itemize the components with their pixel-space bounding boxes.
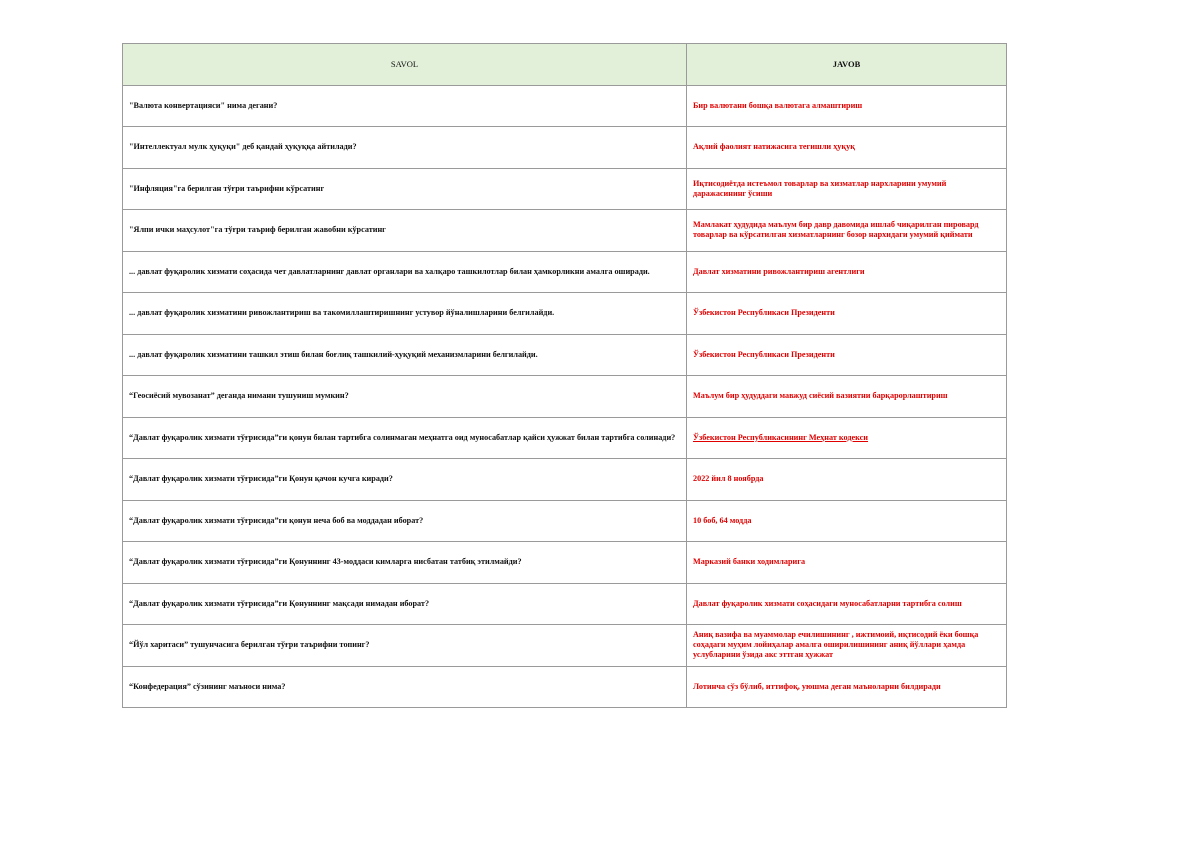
- table-row: [123, 417, 1007, 459]
- table-row: [123, 542, 1007, 584]
- question-cell[interactable]: "Ялпи ички маҳсулот"га тўғри таъриф берилган жавобни кўрсатинг: [123, 210, 687, 252]
- question-cell[interactable]: "Инфляция"га берилган тўғри таърифни кўрсатинг: [123, 168, 687, 210]
- question-cell[interactable]: ... давлат фуқаролик хизмати соҳасида чет давлатларнинг давлат органлари ва халқаро ташкилотлар билан ҳамкорликни амалга оширади.: [123, 251, 687, 293]
- table-row: [123, 666, 1007, 708]
- table-row: [123, 251, 1007, 293]
- answer-text: Ўзбекистон Республикасининг Меҳнат кодекси: [693, 432, 869, 442]
- table-row: [123, 500, 1007, 542]
- answer-cell[interactable]: Маълум бир ҳудуддаги мавжуд сиёсий вазиятни барқарорлаштириш: [687, 376, 1007, 418]
- answer-cell[interactable]: Ўзбекистон Республикаси Президенти: [687, 334, 1007, 376]
- answer-cell[interactable]: 2022 йил 8 ноябрда: [687, 459, 1007, 501]
- answer-cell[interactable]: Лотинча сўз бўлиб, иттифоқ, уюшма деган маъноларни билдиради: [687, 666, 1007, 708]
- table-header-row: [123, 44, 1007, 86]
- answer-cell[interactable]: 10 боб, 64 модда: [687, 500, 1007, 542]
- table-row: [123, 85, 1007, 127]
- answer-column-header: JAVOB: [687, 44, 1007, 86]
- question-cell[interactable]: ... давлат фуқаролик хизматини ташкил этиш билан боғлиқ ташкилий-ҳуқуқий механизмларини белгилайди.: [123, 334, 687, 376]
- table-row: [123, 334, 1007, 376]
- table-row: [123, 168, 1007, 210]
- question-cell[interactable]: ... давлат фуқаролик хизматини ривожлантириш ва такомиллаштиришнинг устувор йўналишларини белгилайди.: [123, 293, 687, 335]
- table-row: [123, 210, 1007, 252]
- answer-cell[interactable]: Ақлий фаолият натижасига тегишли ҳуқуқ: [687, 127, 1007, 169]
- question-cell[interactable]: “Геосиёсий мувозанат” деганда нимани тушуниш мумкин?: [123, 376, 687, 418]
- answer-cell[interactable]: Ўзбекистон Республикаси Президенти: [687, 293, 1007, 335]
- question-cell[interactable]: “Йўл харитаси” тушунчасига берилган тўғри таърифни топинг?: [123, 625, 687, 667]
- table-row: [123, 583, 1007, 625]
- question-cell[interactable]: “Конфедерация” сўзининг маъноси нима?: [123, 666, 687, 708]
- answer-cell[interactable]: Бир валютани бошқа валютага алмаштириш: [687, 85, 1007, 127]
- table-row: [123, 376, 1007, 418]
- answer-cell[interactable]: Давлат фуқаролик хизмати соҳасидаги муносабатларни тартибга солиш: [687, 583, 1007, 625]
- table-row: [123, 625, 1007, 667]
- question-cell[interactable]: “Давлат фуқаролик хизмати тўғрисида”ги Қонуннинг 43-моддаси кимларга нисбатан татбиқ этилмайди?: [123, 542, 687, 584]
- table-row: [123, 293, 1007, 335]
- table-row: [123, 459, 1007, 501]
- question-cell[interactable]: "Валюта конвертацияси" нима дегани?: [123, 85, 687, 127]
- answer-cell[interactable]: Мамлакат ҳудудида маълум бир давр давомида ишлаб чиқарилган пировард товарлар ва кўрсатилган хизматларнинг бозор нархидаги умумий қиймати: [687, 210, 1007, 252]
- qa-table: [122, 43, 1007, 708]
- question-cell[interactable]: "Интеллектуал мулк ҳуқуқи" деб қандай ҳуқуққа айтилади?: [123, 127, 687, 169]
- question-column-header: SAVOL: [123, 44, 687, 86]
- question-cell[interactable]: “Давлат фуқаролик хизмати тўғрисида”ги Қонун қачон кучга киради?: [123, 459, 687, 501]
- answer-cell[interactable]: [687, 417, 1007, 459]
- answer-cell[interactable]: Марказий банки ходимларига: [687, 542, 1007, 584]
- spreadsheet-page: [122, 43, 1006, 708]
- table-row: [123, 127, 1007, 169]
- answer-cell[interactable]: Аниқ вазифа ва муаммолар ечилишининг , ижтимоий, иқтисодий ёки бошқа соҳадаги муҳим лойиҳалар амалга оширилишининг аниқ йўллари ҳамда услубларини ўзида акс эттган ҳужжат: [687, 625, 1007, 667]
- answer-cell[interactable]: Иқтисодиётда истеъмол товарлар ва хизматлар нархларини умумий даражасининг ўсиши: [687, 168, 1007, 210]
- qa-table-body: [123, 85, 1007, 708]
- question-cell[interactable]: “Давлат фуқаролик хизмати тўғрисида”ги Қонуннинг мақсади нимадан иборат?: [123, 583, 687, 625]
- question-cell[interactable]: “Давлат фуқаролик хизмати тўғрисида”ги қонун неча боб ва моддадан иборат?: [123, 500, 687, 542]
- question-cell[interactable]: “Давлат фуқаролик хизмати тўғрисида”ги қонун билан тартибга солинмаган меҳнатга оид муносабатлар қайси ҳужжат билан тартибга солинади?: [123, 417, 687, 459]
- answer-cell[interactable]: Давлат хизматини ривожлантириш агентлиги: [687, 251, 1007, 293]
